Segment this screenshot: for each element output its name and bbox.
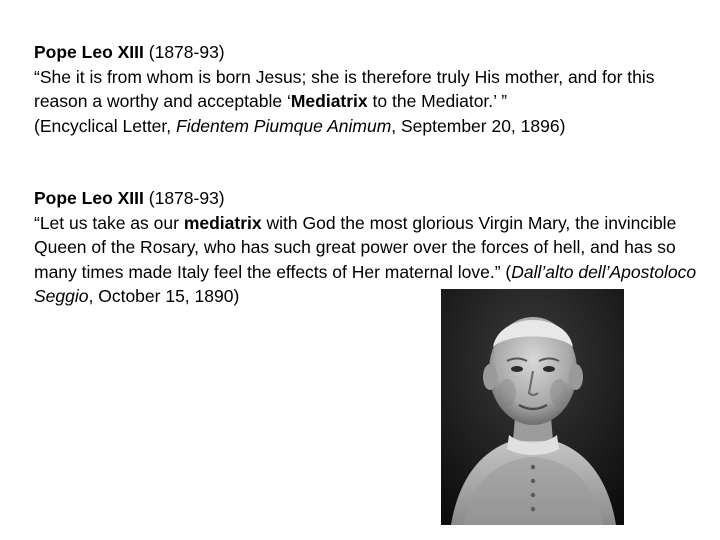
quote-1-emphasis: Mediatrix (290, 91, 368, 111)
quote-2-heading-name: Pope Leo XIII (34, 188, 144, 208)
quote-2-citation-title: Dall’alto dell’Apostoloco Seggio (34, 261, 697, 306)
quote-1-text-before: “She it is from whom is born Jesus; she is therefore truly His mother, and for this reason a worthy and acceptable ‘ (34, 66, 655, 111)
right-ear-shape (569, 364, 583, 390)
left-ear-shape (483, 364, 497, 390)
quote-2-heading (34, 186, 704, 211)
left-eye-shape (511, 366, 523, 372)
pope-portrait-photo (441, 289, 624, 525)
quote-1-text (34, 65, 704, 114)
quote-1-heading-name: Pope Leo XIII (34, 42, 144, 62)
quote-1-citation-open: (Encyclical Letter, (34, 115, 176, 136)
quote-1-text-after: to the Mediator.’ ” (367, 91, 508, 111)
quote-block-1 (34, 40, 704, 138)
quote-1-citation-close: , September 20, 1896) (391, 115, 566, 136)
right-cheek-shading (550, 379, 568, 407)
portrait-illustration (441, 289, 624, 525)
right-eye-shape (543, 366, 555, 372)
left-cheek-shading (498, 379, 516, 407)
quote-2-text-before: “Let us take as our (34, 212, 184, 233)
quote-2-emphasis: mediatrix (183, 212, 262, 233)
quote-2-citation-close: , October 15, 1890) (88, 286, 240, 306)
quote-1-citation (34, 114, 704, 139)
quote-2-heading-years: (1878-93) (143, 188, 225, 208)
quote-1-heading-years: (1878-93) (143, 42, 225, 62)
quote-2-text-after: with God the most glorious Virgin Mary, the invincible Queen of the Rosary, who has such great power over the forces of hell, and has so many times made Italy feel the effects of Her maternal love.” ( (34, 212, 677, 282)
quote-1-heading (34, 40, 704, 65)
quote-1-citation-title: Fidentem Piumque Animum (176, 115, 392, 136)
